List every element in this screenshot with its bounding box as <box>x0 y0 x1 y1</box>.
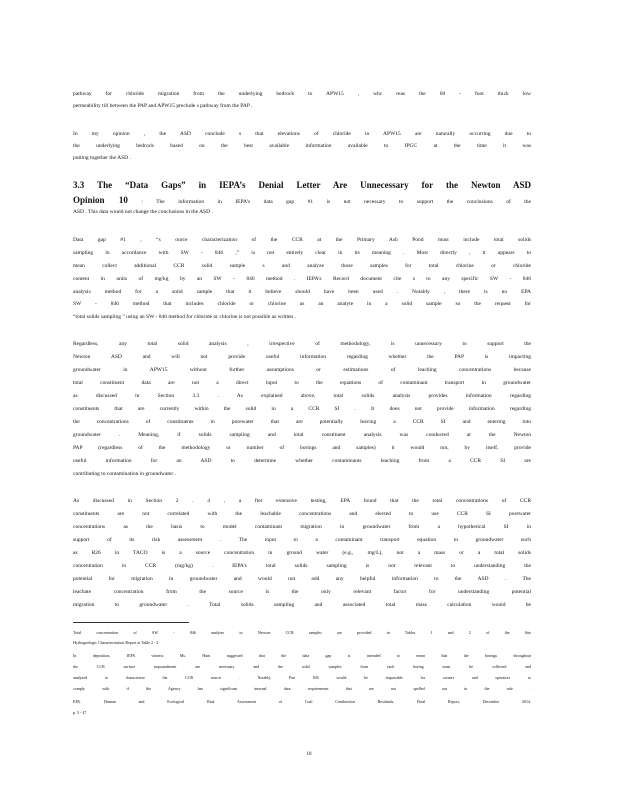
body-text-line: permeability till between the PAP and APW15 preclude s pathway from the PAP . <box>73 103 253 109</box>
body-text-line: constituents are not correlated with the leachable concentrations and elected to use CCR SI porewater <box>73 511 531 517</box>
body-text-line: content in units of mg/kg by an SW - 846 method . IEPA’s Record document cite s to any specific SW - 846 <box>73 276 531 282</box>
body-text-line: Regardless, any total solid analysis , irrespective of methodology, is unnecessary to support the <box>73 341 531 347</box>
body-text-line: the concentrations of constituents in porewater that are potentially leaving a CCR SI and entering into <box>73 419 531 425</box>
body-text-line: the underlying bedrock based on the best available information available to IPGC at the time it was <box>73 143 531 149</box>
body-text-line: sampling in accordance with SW - 846 ,” is not entirely clear in its meaning . Most directly , it appears to <box>73 250 531 256</box>
footnote-line: analyzed to characterize the CCR source . Notably, Part 845 would be impossible for owners and operators to <box>73 675 531 680</box>
body-text-line: potential for migration in groundwater and would not add any helpful information to the ASD . The <box>73 576 531 582</box>
body-text-line: ASD . This data would not change the conclusions in the ASD . <box>73 209 213 215</box>
body-text-line: mean collect additional CCR solid sample s and analyze those samples for total chlorine or chloride <box>73 263 531 269</box>
body-text-line: groundwater . Meaning, if solids sampling and total constituent analysis was conducted at the Newton <box>73 432 531 438</box>
opinion-line <box>73 195 531 205</box>
page-number: 18 <box>306 752 312 757</box>
body-text-line: total constituent data are not a direct input to the equations of contaminant transport in groundwater <box>73 380 531 386</box>
body-text-line: “total solids sampling ” using an SW - 846 method for chloride or chlorine is not possible as written . <box>73 314 296 320</box>
body-text-line: In my opinion , the ASD conclude s that elevations of chloride in APW15 are naturally occurring due to <box>73 131 531 137</box>
footnote-line: In deposition, IEPA witness Ms. Hunt suggested that the data gap is intended to mean that the borings throughout <box>73 653 531 658</box>
footnote-line: Hydrogeologic Characterization Report at Table 2 - 2 . <box>73 640 161 645</box>
footnote-line: Total concentration of SW - 846 analytes in Newton CCR samples are provided in Tables 1 and 2 of the Site <box>73 630 531 635</box>
body-text-line: migration to groundwater . Total solids sampling and associated total mass calculation would be <box>73 602 531 608</box>
body-text-line: SW - 846 method that includes chloride or chlorine as an analyte in a solid sample so the request for <box>73 301 531 307</box>
opinion-text: : The information in IEPA’s data gap #1 is not necessary to support the conclusions of the <box>141 199 531 205</box>
body-text-line: Newton ASD and will not provide useful information regarding whether the PAP is impacting <box>73 354 531 360</box>
footnote-line: comply with if the Agency has significant internal data requirements that are not spelled out in the rule . <box>73 686 531 691</box>
body-text-line: As discussed in Section 2 . 4 , a fter extensive testing, EPA found that the total concentrations of CCR <box>73 498 531 504</box>
footnote-line: p. 5 - 47 <box>73 710 87 715</box>
body-text-line: groundwater in APW15 without further assumptions or estimations of leaching concentrations because <box>73 367 531 373</box>
body-text-line: PAP (regardless of the methodology or number of borings and samples) it would not, by itself, provide <box>73 445 531 451</box>
body-text-line: analysis method for a solid sample that it believe should have been used . Notably , there is no EPA <box>73 289 531 295</box>
body-text-line: concentrations as the basis to model contaminant migration in groundwater from a hypothetical SI in <box>73 524 531 530</box>
body-text-line: concentration in CCR (mg/kg) . IEPA’s total solids sampling is not relevant to understanding the <box>73 563 531 569</box>
body-text-line: useful information for an ASD to determine whether contaminants leaching from a CCR SI are <box>73 458 531 464</box>
body-text-line: as discussed in Section 3.3 . As explained above, total solids analysis provides information regarding <box>73 393 531 399</box>
footnote-separator <box>73 622 189 623</box>
footnote-line: EPA. Human and Ecological Risk Assessment of Coal Combustion Residuals, Final Report, December 2014. <box>73 699 531 704</box>
body-text-line: Data gap #1 , “s ource characterization of the CCR at the Primary Ash Pond must include total solids <box>73 237 531 243</box>
opinion-label: Opinion 10 <box>73 195 128 205</box>
body-text-line: support of its risk assessment . The input to a contaminant transport equation in groundwater such <box>73 537 531 543</box>
body-text-line: putting together the ASD . <box>73 155 131 161</box>
body-text-line: constituents that are currently within the solid in a CCR SI . It does not provide information regarding <box>73 406 531 412</box>
body-text-line: as R26 in TACO is a source concentration in ground water (e.g., mg/L), not a mass or a total solids <box>73 550 531 556</box>
body-text-line: contributing to contamination in groundwater . <box>73 471 176 477</box>
footnote-line: the CCR surface impoundment are necessary and the solid samples from each boring must be collected and <box>73 664 531 669</box>
body-text-line: leachate concentration from the source is the only relevant factor for understanding potential <box>73 589 531 595</box>
body-text-line: pathway for chloride migration from the underlying bedrock to APW15 , whc reas the 60 - foot thick low <box>73 91 531 97</box>
section-heading: 3.3 The “Data Gaps” in IEPA’s Denial Letter Are Unnecessary for the Newton ASD <box>73 180 531 190</box>
